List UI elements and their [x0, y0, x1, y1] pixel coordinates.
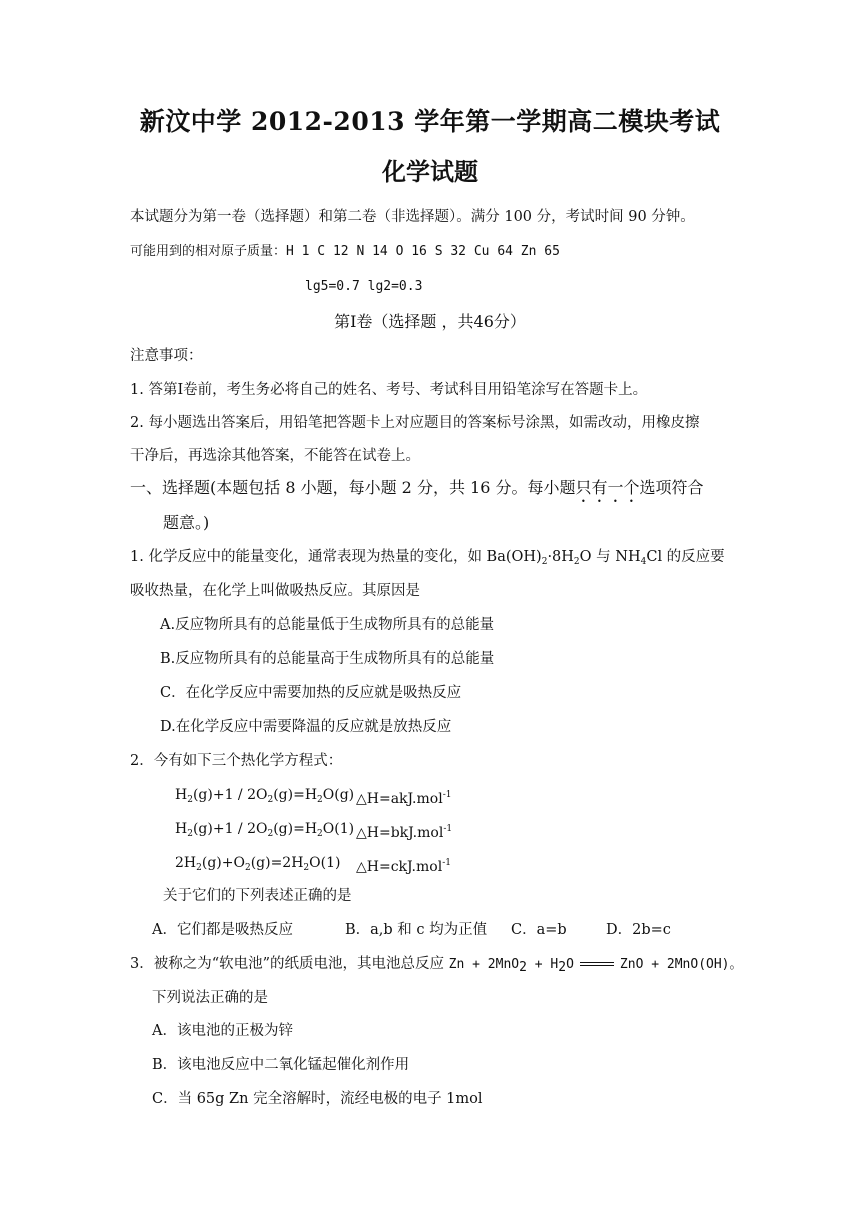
q1-stem-part: O 与 NH [579, 549, 641, 565]
eq-part: (g)+1 / 2O [192, 821, 268, 837]
q1-stem-part: Cl 的反应要 [646, 549, 725, 565]
q1-sub: 2 [573, 557, 580, 567]
dh-sup: -1 [443, 824, 453, 834]
eq-sub: 2 [187, 795, 193, 805]
q3-eq-part: Zn + 2MnO [448, 957, 520, 972]
log-values-line: lg5=0.7 lg2=0.3 [305, 279, 423, 294]
q2-option-a: A．它们都是吸热反应 [152, 922, 293, 938]
eq-part: (g)+O [201, 855, 245, 871]
eq-part: (g)=2H [250, 855, 304, 871]
eq-sub: 2 [267, 795, 274, 805]
q2-enthalpy-2 [356, 819, 452, 843]
page-subtitle: 化学试题 [382, 157, 478, 186]
q2-option-c: C．a=b [511, 922, 567, 938]
reaction-equals-sign [580, 962, 614, 966]
q1-sub: 2 [541, 557, 548, 567]
eq-sub: 2 [317, 795, 323, 805]
q1-option-d: D.在化学反应中需要降温的反应就是放热反应 [160, 719, 452, 735]
q1-stem [130, 547, 725, 572]
q1-stem-part: 1. 化学反应中的能量变化，通常表现为热量的变化，如 Ba(OH) [130, 549, 542, 565]
eq-part: H [175, 821, 188, 837]
eq-part: O(g) [322, 787, 355, 803]
q2-equation-2 [175, 819, 354, 844]
q3-option-a: A．该电池的正极为锌 [152, 1023, 293, 1039]
dh-text: △H=akJ.mol [356, 791, 443, 807]
eq-sub: 2 [196, 863, 202, 873]
q3-option-b: B．该电池反应中二氧化锰起催化剂作用 [152, 1057, 410, 1073]
volume-1-heading: 第Ⅰ卷（选择题 ，共46分） [334, 312, 526, 331]
intro-line-1: 本试题分为第一卷（选择题）和第二卷（非选择题）。满分 100 分，考试时间 90 分钟。 [130, 209, 695, 225]
q2-equation-1 [175, 785, 354, 810]
page-title: 新汶中学 2012-2013 学年第一学期高二模块考试 [139, 107, 721, 136]
q2-option-d: D．2b=c [606, 922, 671, 938]
section-1-heading [130, 478, 704, 506]
section-1-heading-emphasis: 只有一个 [575, 478, 640, 497]
q1-option-a: A.反应物所具有的总能量低于生成物所具有的总能量 [160, 617, 495, 633]
eq-part: O(1) [309, 855, 341, 871]
q1-stem-part: ·8H [547, 549, 574, 565]
q3-option-c: C．当 65g Zn 完全溶解时，流经电极的电子 1mol [152, 1091, 483, 1107]
eq-part: (g)=H [273, 821, 318, 837]
notice-1: 1. 答第Ⅰ卷前，考生务必将自己的姓名、考号、考试科目用铅笔涂写在答题卡上。 [130, 382, 648, 398]
dh-text: △H=ckJ.mol [356, 859, 443, 875]
eq-sub: 2 [267, 829, 274, 839]
eq-sub: 2 [244, 863, 251, 873]
eq-part: 2H [175, 855, 197, 871]
q2-stem: 2．今有如下三个热化学方程式： [130, 753, 343, 769]
q1-stem-line-2: 吸收热量，在化学上叫做吸热反应。其原因是 [130, 583, 420, 599]
notice-2-line-2: 干净后，再选涂其他答案，不能答在试卷上。 [130, 448, 420, 464]
q3-eq-sub: 2 [519, 960, 527, 975]
q2-equation-3 [175, 853, 340, 878]
eq-sub: 2 [303, 863, 310, 873]
q3-eq-part: + H [526, 957, 559, 972]
q2-enthalpy-3 [356, 853, 451, 877]
q2-option-b: B．a,b 和 c 均为正值 [345, 922, 488, 938]
eq-part: (g)+1 / 2O [192, 787, 268, 803]
q3-eq-part: ZnO + 2MnO(OH)。 [619, 957, 743, 972]
section-1-heading-pre: 一、选择题(本题包括 8 小题，每小题 2 分，共 16 分。每小题 [130, 478, 576, 497]
q3-stem [130, 954, 743, 978]
eq-part: (g)=H [273, 787, 318, 803]
section-1-heading-line-2: 题意。) [163, 513, 210, 532]
eq-sub: 2 [187, 829, 193, 839]
section-1-heading-post: 选项符合 [639, 478, 704, 497]
notice-2-line-1: 2. 每小题选出答案后，用铅笔把答题卡上对应题目的答案标号涂黑，如需改动，用橡皮擦 [130, 415, 700, 431]
eq-part: O(1) [322, 821, 355, 837]
notice-label: 注意事项： [130, 348, 203, 364]
q3-eq-part: O [566, 957, 574, 972]
q1-sub: 4 [640, 557, 647, 567]
dh-sup: -1 [442, 858, 451, 868]
q1-option-c: C．在化学反应中需要加热的反应就是吸热反应 [160, 685, 462, 701]
q2-question: 关于它们的下列表述正确的是 [163, 888, 352, 904]
atomic-mass-line: 可能用到的相对原子质量：H 1 C 12 N 14 O 16 S 32 Cu 64 Zn 65 [130, 244, 560, 259]
eq-part: H [175, 787, 188, 803]
q3-eq-sub: 2 [558, 960, 567, 975]
q3-stem-line-2: 下列说法正确的是 [152, 990, 268, 1006]
eq-sub: 2 [317, 829, 323, 839]
dh-sup: -1 [442, 790, 452, 800]
q1-option-b: B.反应物所具有的总能量高于生成物所具有的总能量 [160, 651, 495, 667]
dh-text: △H=bkJ.mol [356, 825, 444, 841]
q2-enthalpy-1 [356, 785, 451, 809]
q3-stem-part: 3．被称之为“软电池”的纸质电池，其电池总反应 [130, 956, 449, 972]
